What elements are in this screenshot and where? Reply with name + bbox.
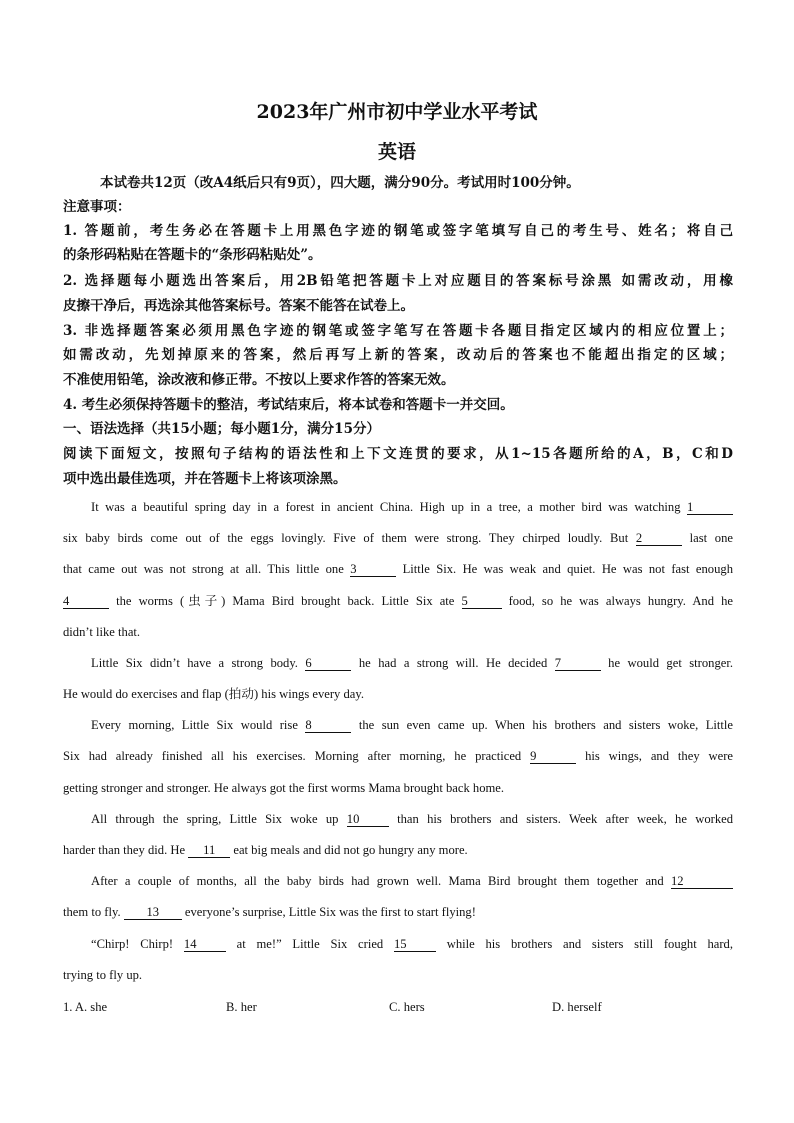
passage-line: 4 the worms (虫子) Mama Bird brought back. Little Six ate 5 food, so he was always hungry. And he	[63, 594, 733, 608]
answer-blank-10: 10	[347, 812, 389, 827]
answer-blank-5: 5	[462, 594, 502, 609]
answer-blank-6: 6	[305, 656, 351, 671]
passage-line: six baby birds come out of the eggs lovingly. Five of them were strong. They chirped loudly. But 2 last one	[63, 531, 733, 545]
passage-line: Little Six didn’t have a strong body. 6 he had a strong will. He decided 7 he would get stronger.	[91, 656, 733, 670]
answer-blank-11: 11	[188, 843, 230, 858]
answer-blank-7: 7	[555, 656, 601, 671]
answer-blank-12: 12	[671, 874, 733, 889]
option-d: D. herself	[552, 1000, 602, 1014]
section-instruction-line-1: 阅读下面短文，按照句子结构的语法性和上下文连贯的要求，从1~15各题所给的A，B，C和D	[63, 446, 733, 462]
note-1-line-1: 1. 答题前，考生务必在答题卡上用黑色字迹的钢笔或签字笔填写自己的考生号、姓名；将自己	[63, 223, 733, 239]
option-a: 1. A. she	[63, 1000, 108, 1014]
passage-line: harder than they did. He 11 eat big meals and did not go hungry any more.	[63, 843, 468, 857]
passage-line: All through the spring, Little Six woke up 10 than his brothers and sisters. Week after week, he worked	[91, 812, 734, 826]
passage-line: getting stronger and stronger. He always got the first worms Mama brought back home.	[63, 781, 505, 795]
passage-line: After a couple of months, all the baby birds had grown well. Mama Bird brought them together and 12	[63, 871, 733, 891]
exam-title: 2023年广州市初中学业水平考试	[256, 101, 538, 123]
passage-line: that came out was not strong at all. This little one 3 Little Six. He was weak and quiet. He was not fast enough	[63, 562, 733, 576]
answer-blank-2: 2	[636, 531, 682, 546]
answer-blank-3: 3	[350, 562, 396, 577]
passage-line: Every morning, Little Six would rise 8 the sun even came up. When his brothers and sisters woke, Little	[91, 718, 734, 732]
passage-line: It was a beautiful spring day in a forest in ancient China. High up in a tree, a mother bird was watching 1	[63, 497, 733, 517]
answer-blank-9: 9	[530, 749, 576, 764]
note-1-line-2: 的条形码粘贴在答题卡的“条形码粘贴处”。	[63, 247, 322, 263]
note-2-line-2: 皮擦干净后，再选涂其他答案标号。答案不能答在试卷上。	[63, 298, 414, 314]
option-c: C. hers	[389, 1000, 425, 1014]
subject-title: 英语	[377, 141, 416, 163]
answer-blank-13: 13	[124, 905, 182, 920]
section-instruction-line-2: 项中选出最佳选项，并在答题卡上将该项涂黑。	[63, 471, 347, 487]
answer-blank-8: 8	[305, 718, 351, 733]
notes-heading: 注意事项：	[63, 199, 131, 215]
answer-blank-4: 4	[63, 594, 109, 609]
note-3-line-3: 不准使用铅笔，涂改液和修正带。不按以上要求作答的答案无效。	[63, 372, 455, 388]
passage-line: “Chirp! Chirp! 14 at me!” Little Six cried 15 while his brothers and sisters still fought hard,	[91, 937, 733, 951]
passage-line: them to fly. 13 everyone’s surprise, Little Six was the first to start flying!	[63, 905, 476, 919]
answer-blank-1: 1	[687, 500, 733, 515]
passage-line: He would do exercises and flap (拍动) his wings every day.	[63, 687, 365, 701]
note-3-line-2: 如需改动，先划掉原来的答案，然后再写上新的答案，改动后的答案也不能超出指定的区域；	[63, 347, 733, 363]
note-2-line-1: 2. 选择题每小题选出答案后，用2B铅笔把答题卡上对应题目的答案标号涂黑 如需改动，用橡	[63, 273, 733, 289]
passage-line: trying to fly up.	[63, 968, 143, 982]
option-b: B. her	[226, 1000, 257, 1014]
section-heading: 一、语法选择（共15小题；每小题1分，满分15分）	[63, 421, 380, 437]
exam-intro: 本试卷共12页（改A4纸后只有9页），四大题，满分90分。考试用时100分钟。	[100, 175, 580, 191]
note-4: 4. 考生必须保持答题卡的整洁，考试结束后，将本试卷和答题卡一并交回。	[63, 397, 514, 413]
passage-line: didn’t like that.	[63, 625, 141, 639]
answer-blank-15: 15	[394, 937, 436, 952]
note-3-line-1: 3. 非选择题答案必须用黑色字迹的钢笔或签字笔写在答题卡各题目指定区域内的相应位置上；	[63, 323, 733, 339]
passage-line: Six had already finished all his exercises. Morning after morning, he practiced 9 his wings, and they were	[63, 749, 733, 763]
answer-blank-14: 14	[184, 937, 226, 952]
